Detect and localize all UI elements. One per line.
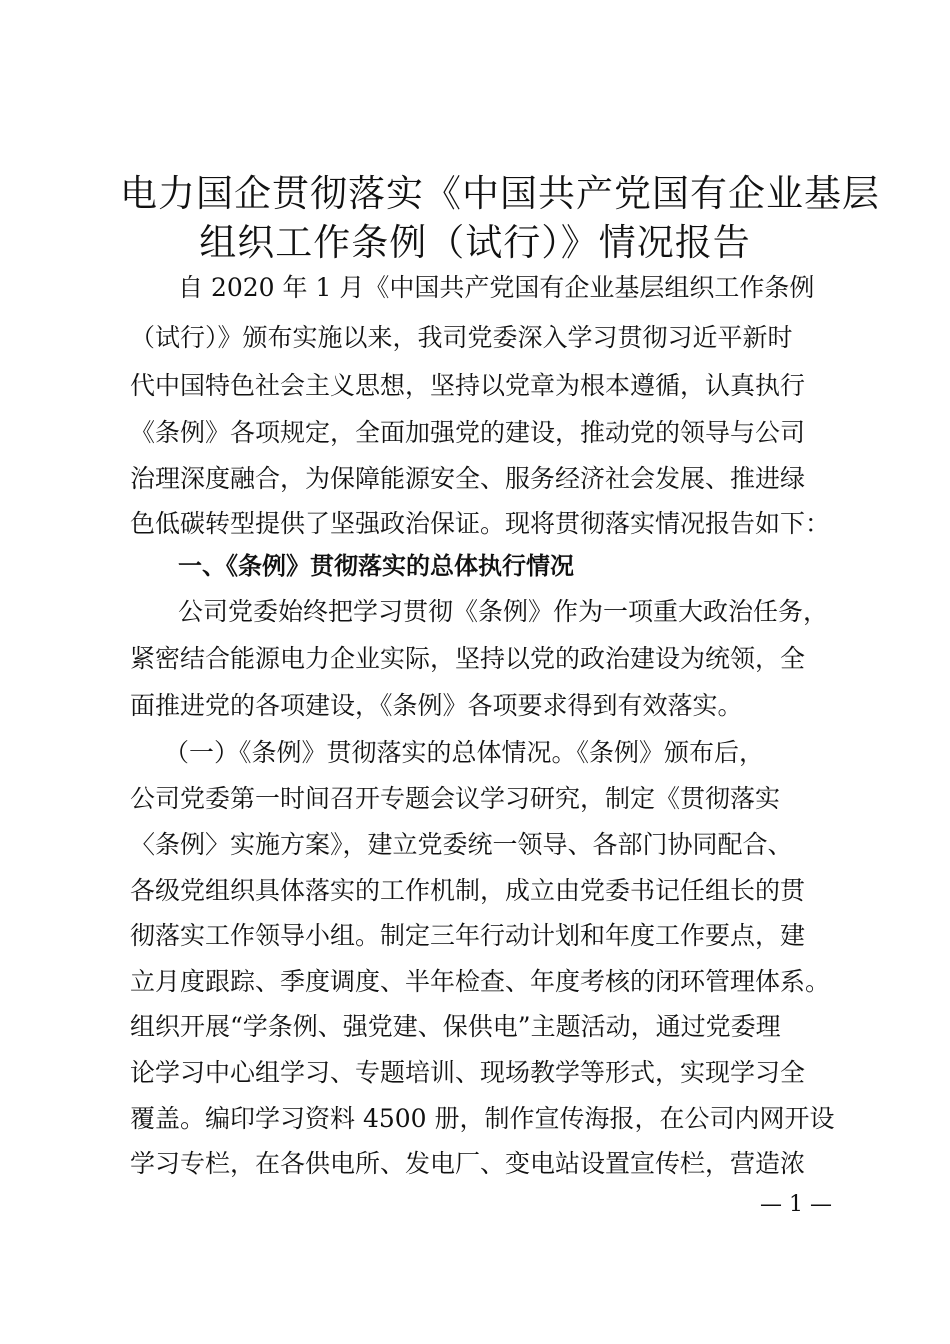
intro-line: 自 2020 年 1 月《中国共产党国有企业基层组织工作条例 xyxy=(178,273,815,302)
subsection-paragraph-line: 组织开展“学条例、强党建、保供电”主题活动，通过党委理 xyxy=(130,1012,781,1041)
intro-line: 色低碳转型提供了坚强政治保证。现将贯彻落实情况报告如下： xyxy=(130,509,831,538)
subsection-paragraph-line: 论学习中心组学习、专题培训、现场教学等形式，实现学习全 xyxy=(130,1058,806,1087)
section-paragraph-line: 公司党委始终把学习贯彻《条例》作为一项重大政治任务， xyxy=(178,597,829,626)
section-paragraph-line: 面推进党的各项建设，《条例》各项要求得到有效落实。 xyxy=(130,691,743,720)
intro-line: 《条例》各项规定，全面加强党的建设，推动党的领导与公司 xyxy=(130,418,806,447)
intro-line: 代中国特色社会主义思想，坚持以党章为根本遵循，认真执行 xyxy=(130,371,806,400)
section-paragraph-line: 紧密结合能源电力企业实际，坚持以党的政治建设为统领，全 xyxy=(130,644,806,673)
document-title-line-1: 电力国企贯彻落实《中国共产党国有企业基层 xyxy=(120,172,880,215)
subsection-paragraph-line: 各级党组织具体落实的工作机制，成立由党委书记任组长的贯 xyxy=(130,876,806,905)
subsection-paragraph-line: 覆盖。编印学习资料 4500 册，制作宣传海报，在公司内网开设 xyxy=(130,1104,835,1133)
subsection-paragraph-line: 学习专栏，在各供电所、发电厂、变电站设置宣传栏，营造浓 xyxy=(130,1149,806,1178)
subsection-paragraph-line: 立月度跟踪、季度调度、半年检查、年度考核的闭环管理体系。 xyxy=(130,967,831,996)
intro-line: （试行）》颁布实施以来，我司党委深入学习贯彻习近平新时 xyxy=(130,323,793,352)
intro-line: 治理深度融合，为保障能源安全、服务经济社会发展、推进绿 xyxy=(130,464,806,493)
section-heading: 一、《条例》贯彻落实的总体执行情况 xyxy=(178,552,574,580)
document-title-line-2: 组织工作条例（试行）》情况报告 xyxy=(199,221,751,264)
subsection-paragraph-line: （一）《条例》贯彻落实的总体情况。《条例》颁布后， xyxy=(164,738,765,767)
subsection-paragraph-line: 彻落实工作领导小组。制定三年行动计划和年度工作要点，建 xyxy=(130,921,806,950)
subsection-paragraph-line: 公司党委第一时间召开专题会议学习研究，制定《贯彻落实 xyxy=(130,784,781,813)
subsection-paragraph-line: 〈条例〉实施方案》，建立党委统一领导、各部门协同配合、 xyxy=(130,830,793,859)
page-number: — 1 — xyxy=(760,1192,832,1217)
